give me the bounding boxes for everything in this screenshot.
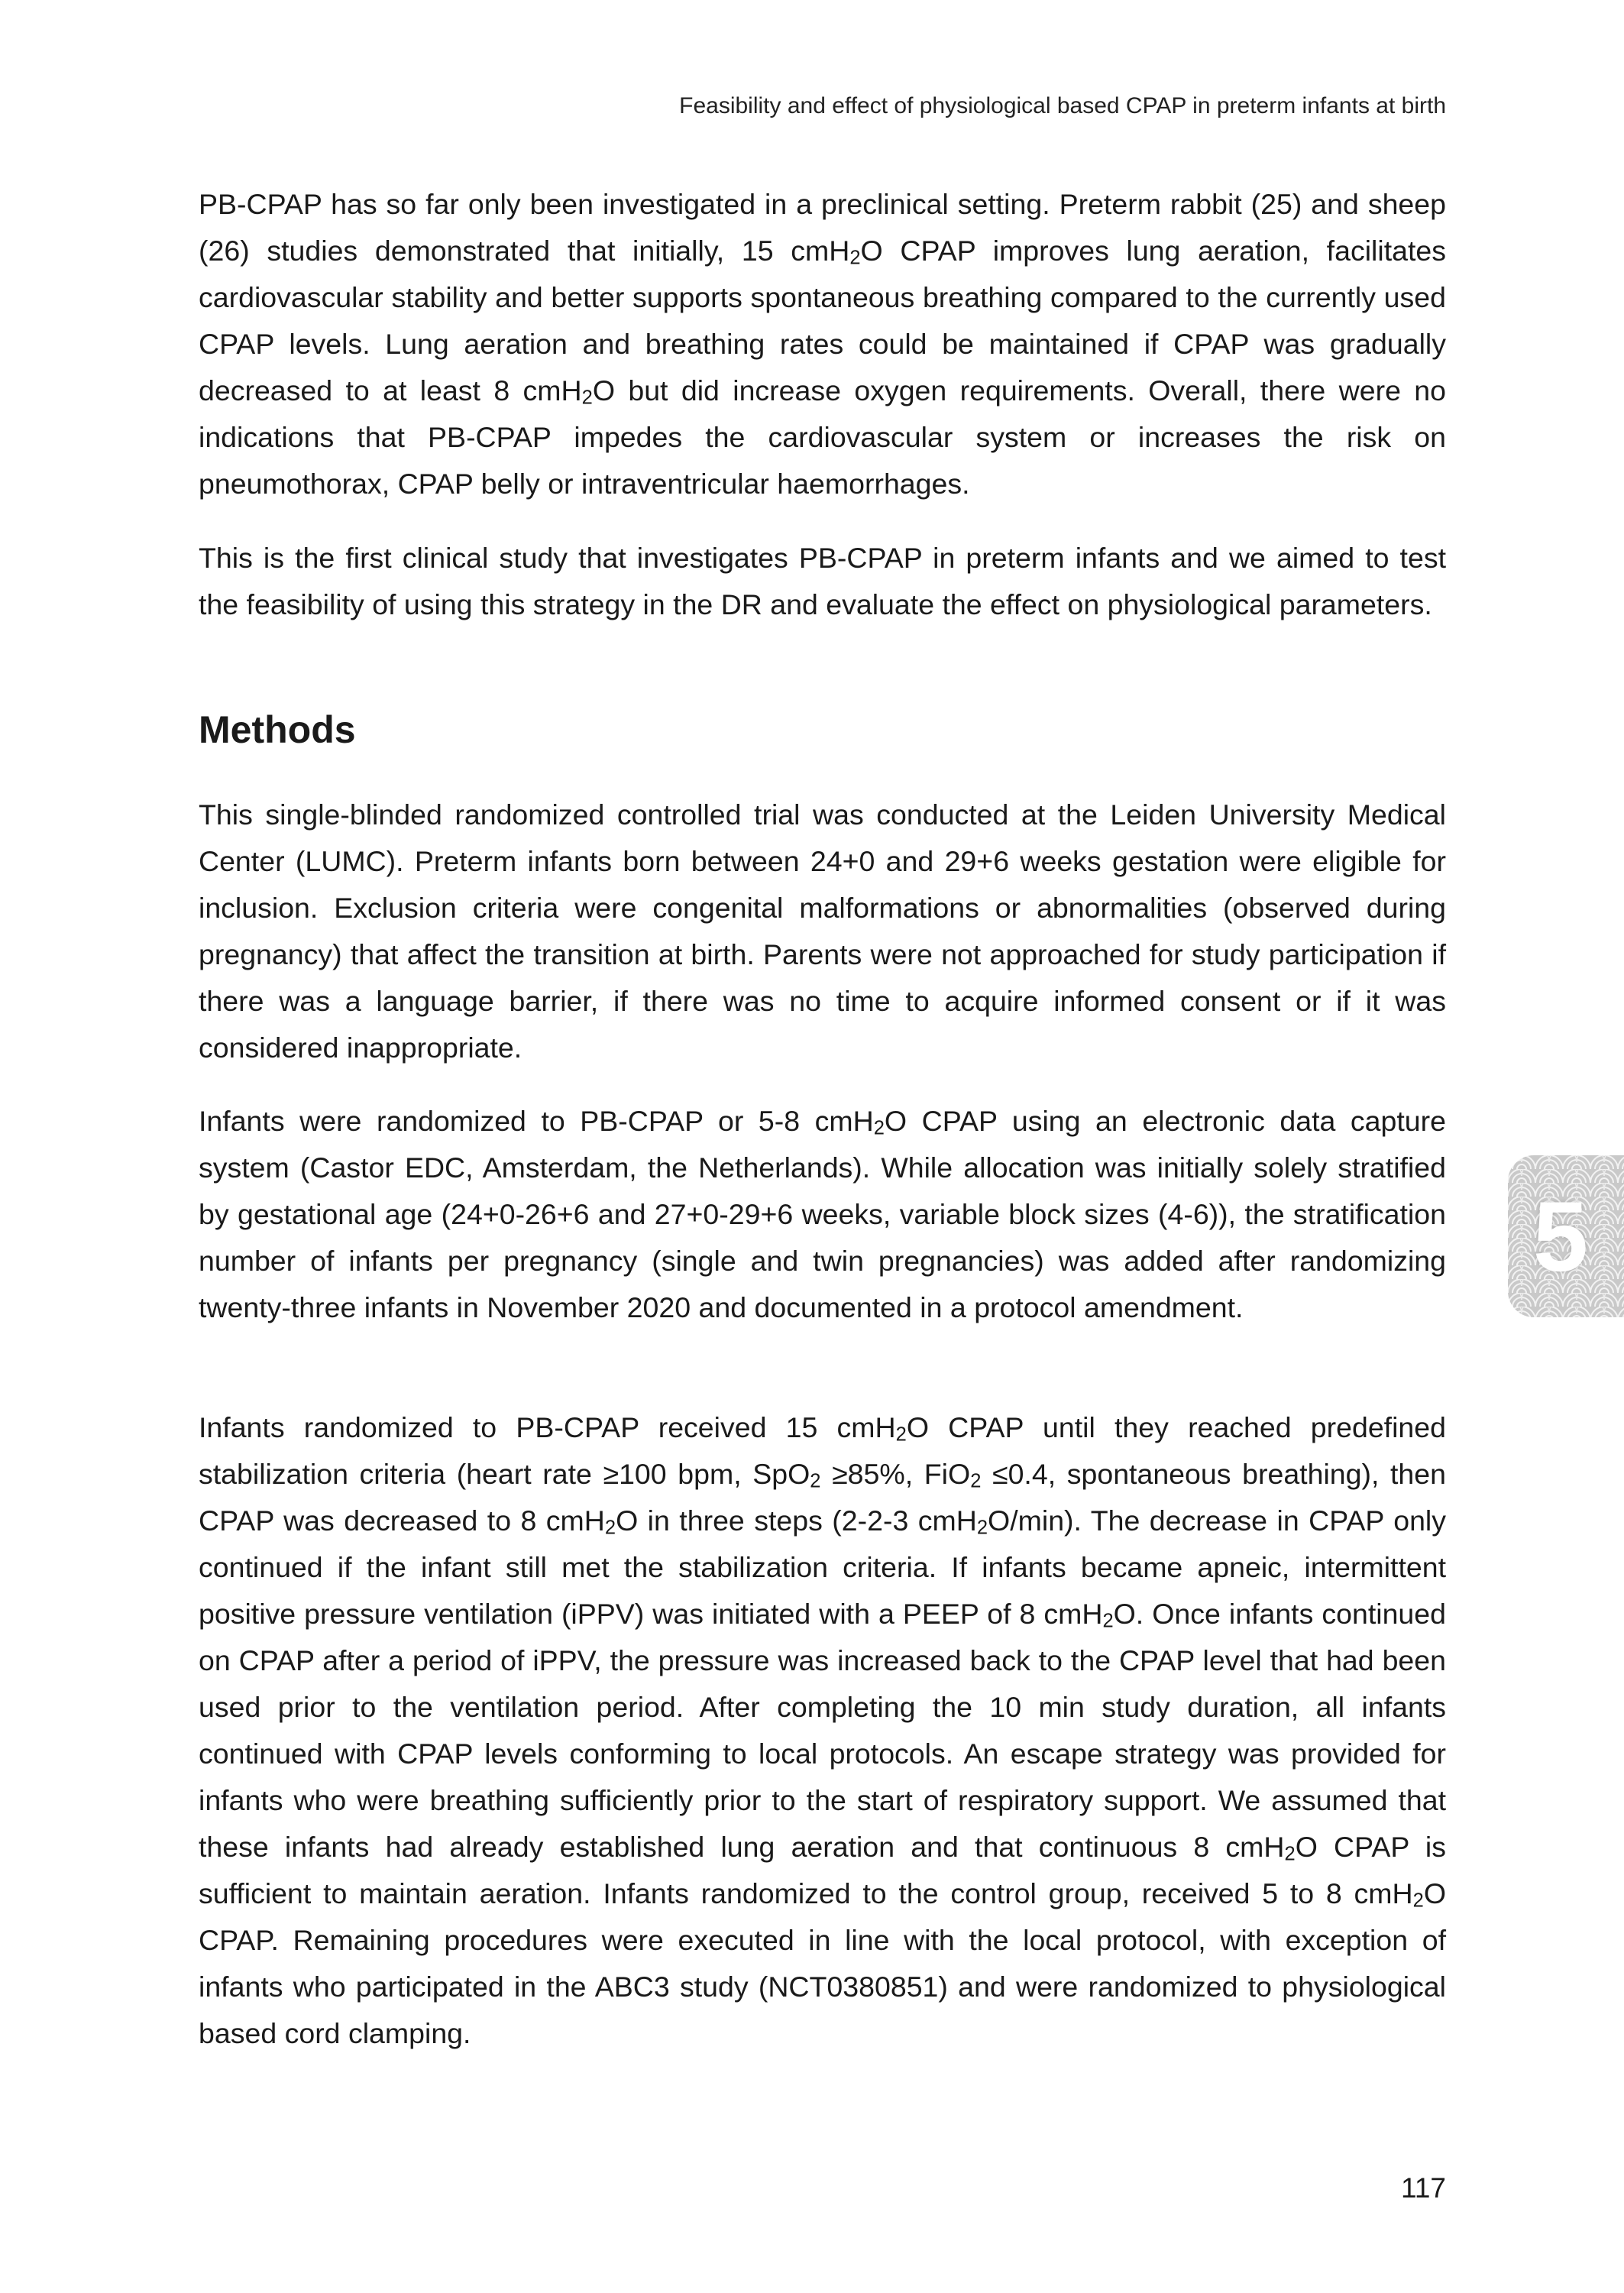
page-number: 117 <box>1401 2172 1446 2204</box>
methods-paragraph-2: Infants were randomized to PB-CPAP or 5-8 cmH$_2$O CPAP using an electronic data capture system (Castor EDC, Amsterdam, the Netherlands). While allocation was initially solely stratified by gestational age (24+0-26+6 and 27+0-29+6 weeks, variable block sizes (4-6)), the stratification number of infants per pregnancy (single and twin pregnancies) was added after randomizing twenty-three infants in November 2020 and documented in a protocol amendment. <box>199 1105 1446 1323</box>
methods-paragraph-3: Infants randomized to PB-CPAP received 15 cmH$_2$O CPAP until they reached predefined stabilization criteria (heart rate ≥100 bpm, SpO$_2$ ≥85%, FiO$_2$ ≤0.4, spontaneous breathing), then CPAP was decreased to 8 cmH$_2$O in three steps (2-2-3 cmH$_2$O/min). The decrease in CPAP only continued if the infant still met the stabilization criteria. If infants became apneic, intermittent positive pressure ventilation (iPPV) was initiated with a PEEP of 8 cmH$_2$O. Once infants continued on CPAP after a period of iPPV, the pressure was increased back to the CPAP level that had been used prior to the ventilation period. After completing the 10 min study duration, all infants continued with CPAP levels conforming to local protocols. An escape strategy was provided for infants who were breathing sufficiently prior to the start of respiratory support. We assumed that these infants had already established lung aeration and that continuous 8 cmH$_2$O CPAP is sufficient to maintain aeration. Infants randomized to the control group, received 5 to 8 cmH$_2$O CPAP. Remaining procedures were executed in line with the local protocol, with exception of infants who participated in the ABC3 study (NCT0380851) and were randomized to physiological based cord clamping. <box>199 1411 1447 2049</box>
running-header: Feasibility and effect of physiological based CPAP in preterm infants at birth <box>679 93 1446 118</box>
chapter-number: 5 <box>1532 1181 1589 1292</box>
methods-paragraph-1: This single-blinded randomized controlled trial was conducted at the Leiden University Medical Center (LUMC). Preterm infants born between 24+0 and 29+6 weeks gestation were eligible for inclusion. Exclusion criteria were congenital malformations or abnormalities (observed during pregnancy) that affect the transition at birth. Parents were not approached for study participation if there was a language barrier, if there was no time to acquire informed consent or if it was considered inappropriate. <box>199 798 1446 1064</box>
chapter-tab <box>1508 1155 1624 1317</box>
intro-paragraph-2: This is the first clinical study that investigates PB-CPAP in preterm infants and we aimed to test the feasibility of using this strategy in the DR and evaluate the effect on physiological parameters. <box>199 542 1446 620</box>
section-heading-methods: Methods <box>199 708 356 751</box>
intro-paragraph-1: PB-CPAP has so far only been investigated in a preclinical setting. Preterm rabbit (25) and sheep (26) studies demonstrated that initially, 15 cmH$_2$O CPAP improves lung aeration, facilitates cardiovascular stability and better supports spontaneous breathing compared to the currently used CPAP levels. Lung aeration and breathing rates could be maintained if CPAP was gradually decreased to at least 8 cmH$_2$O but did increase oxygen requirements. Overall, there were no indications that PB-CPAP impedes the cardiovascular system or increases the risk on pneumothorax, CPAP belly or intraventricular haemorrhages. <box>199 188 1446 500</box>
